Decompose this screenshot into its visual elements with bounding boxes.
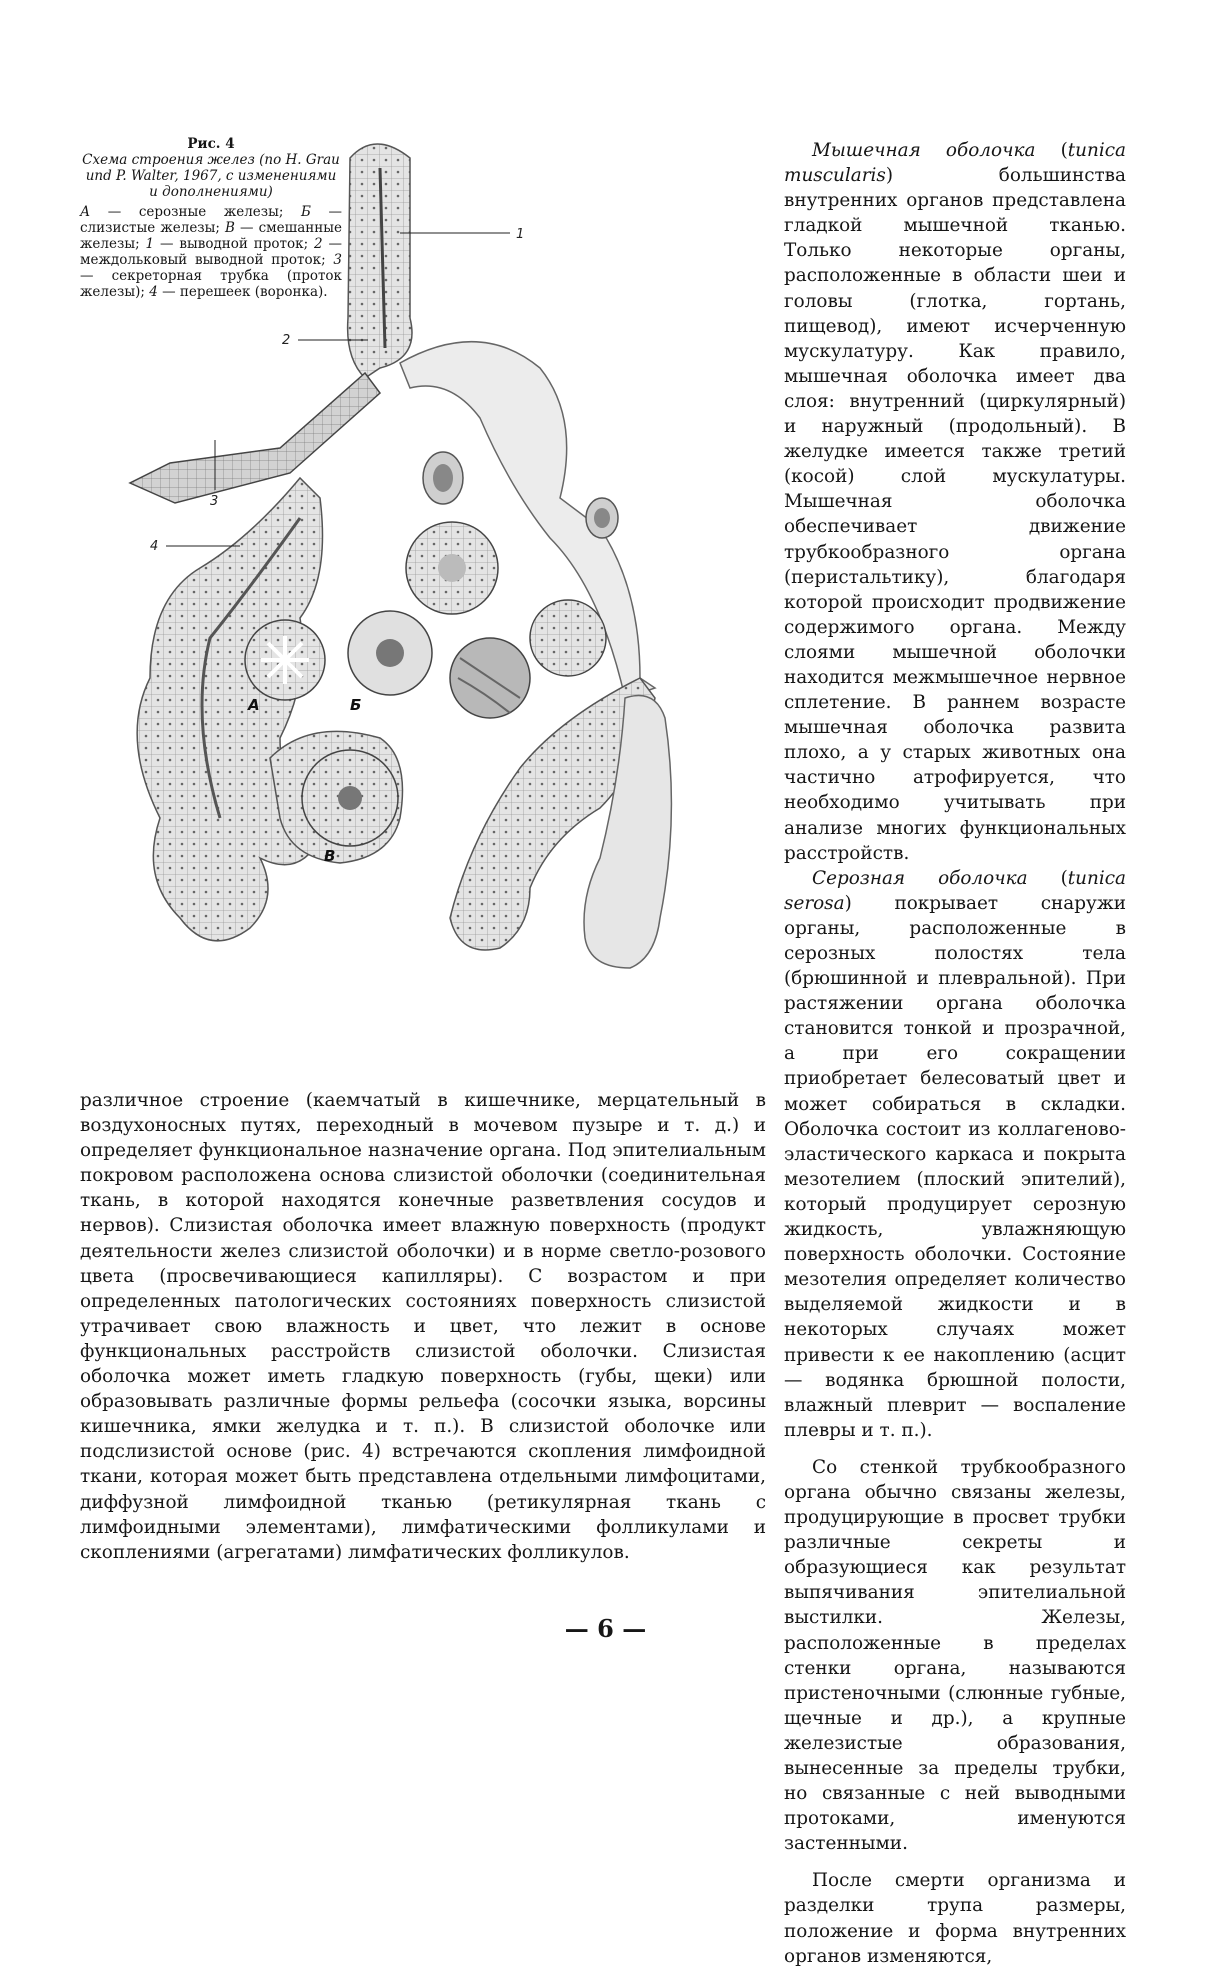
- paragraph-muscularis: Мышечная оболочка (tunica muscularis) большинства внутренних органов представлена гладкой мышечной тканью. Только некоторые органы, расположенные в области шеи и головы (глотка, гортань, пищевод), имеют исчерченную мускулатуру. Как правило, мышечная оболочка имеет два слоя: внутренний (циркулярный) и наружный (продольный). В желудке имеется также третий (косой) слой мускулатуры. Мышечная оболочка обеспечивает движение трубкообразного органа (перистальтику), благодаря которой происходит продвижение содержимого органа. Между слоями мышечной оболочки находится межмышечное нервное сплетение. В раннем возрасте мышечная оболочка развита плохо, а у старых животных она частично атрофируется, что необходимо учитывать при анализе многих функциональных расстройств.: [784, 140, 1126, 864]
- left-gland-branches: [137, 478, 322, 941]
- paragraph-postmortem: После смерти организма и разделки трупа размеры, положение и форма внутренних органов изменяются,: [784, 1870, 1126, 1967]
- figure-caption: [80, 136, 342, 300]
- right-column: [784, 138, 1126, 1969]
- bottom-column: [80, 1088, 766, 1565]
- figure-legend: А — серозные железы; Б — слизистые железы; В — смешанные железы; 1 — выводной проток; 2 — междольковый выводной проток; 3 — секреторная трубка (проток железы); 4 — перешеек (воронка).: [80, 204, 342, 300]
- figure-title: Рис. 4: [187, 136, 235, 152]
- paragraph-glands: Со стенкой трубкообразного органа обычно связаны железы, продуцирующие в просвет трубки различные секреты и образующиеся как результат выпячивания эпителиальной выстилки. Железы, расположенные в пределах стенки органа, называются пристеночными (слюнные губные, щечные и др.), а крупные железистые образования, вынесенные за пределы трубки, но связанные с ней выводными протоками, именуются застенными.: [784, 1456, 1126, 1855]
- paragraph-serosa: Серозная оболочка (tunica serosa) покрывает снаружи органы, расположенные в серозных полостях тела (брюшинной и плевральной). При растяжении органа оболочка становится тонкой и прозрачной, а при его сокращении приобретает белесоватый цвет и может собираться в складки. Оболочка состоит из коллагеново-эластического каркаса и покрыта мезотелием (плоский эпителий), который продуцирует серозную жидкость, увлажняющую поверхность оболочки. Состояние мезотелия определяет количество выделяемой жидкости и в некоторых случаях может привести к ее накоплению (асцит — водянка брюшной полости, влажный плеврит — воспаление плевры и т. п.).: [784, 867, 1126, 1441]
- label-2: 2: [282, 333, 291, 348]
- label-3: 3: [210, 494, 219, 509]
- figure-subtitle: Схема строения желез (по H. Grau und P. Walter, 1967, с изменениями и дополнениями): [82, 152, 340, 200]
- label-4: 4: [150, 539, 159, 554]
- page-number: — 6 —: [564, 1614, 647, 1643]
- label-V: В: [324, 847, 336, 865]
- paragraph-mucosa: различное строение (каемчатый в кишечнике, мерцательный в воздухоносных путях, переходный в мочевом пузыре и т. д.) и определяет функциональное назначение органа. Под эпителиальным покровом расположена основа слизистой оболочки (соединительная ткань, в которой находятся конечные разветвления сосудов и нервов). Слизистая оболочка имеет влажную поверхность (продукт деятельности желез слизистой оболочки) и в норме светло-розового цвета (просвечивающиеся капилляры). С возрастом и при определенных патологических состояниях поверхность слизистой утрачивает свою влажность и цвет, что лежит в основе функциональных расстройств слизистой оболочки. Слизистая оболочка может иметь гладкую поверхность (губы, щеки) или образовывать различные формы рельефа (сосочки языка, ворсины кишечника, ямки желудка и т. п.). В слизистой оболочке или подслизистой основе (рис. 4) встречаются скопления лимфоидной ткани, которая может быть представлена отдельными лимфоцитами, диффузной лимфоидной тканью (ретикулярная ткань с лимфоидными элементами), лимфатическими фолликулами и скоплениями (агрегатами) лимфатических фолликулов.: [80, 1090, 766, 1563]
- label-A: А: [248, 696, 260, 714]
- label-B: Б: [350, 696, 362, 714]
- interlobular-duct: [130, 373, 380, 503]
- label-1: 1: [516, 227, 525, 242]
